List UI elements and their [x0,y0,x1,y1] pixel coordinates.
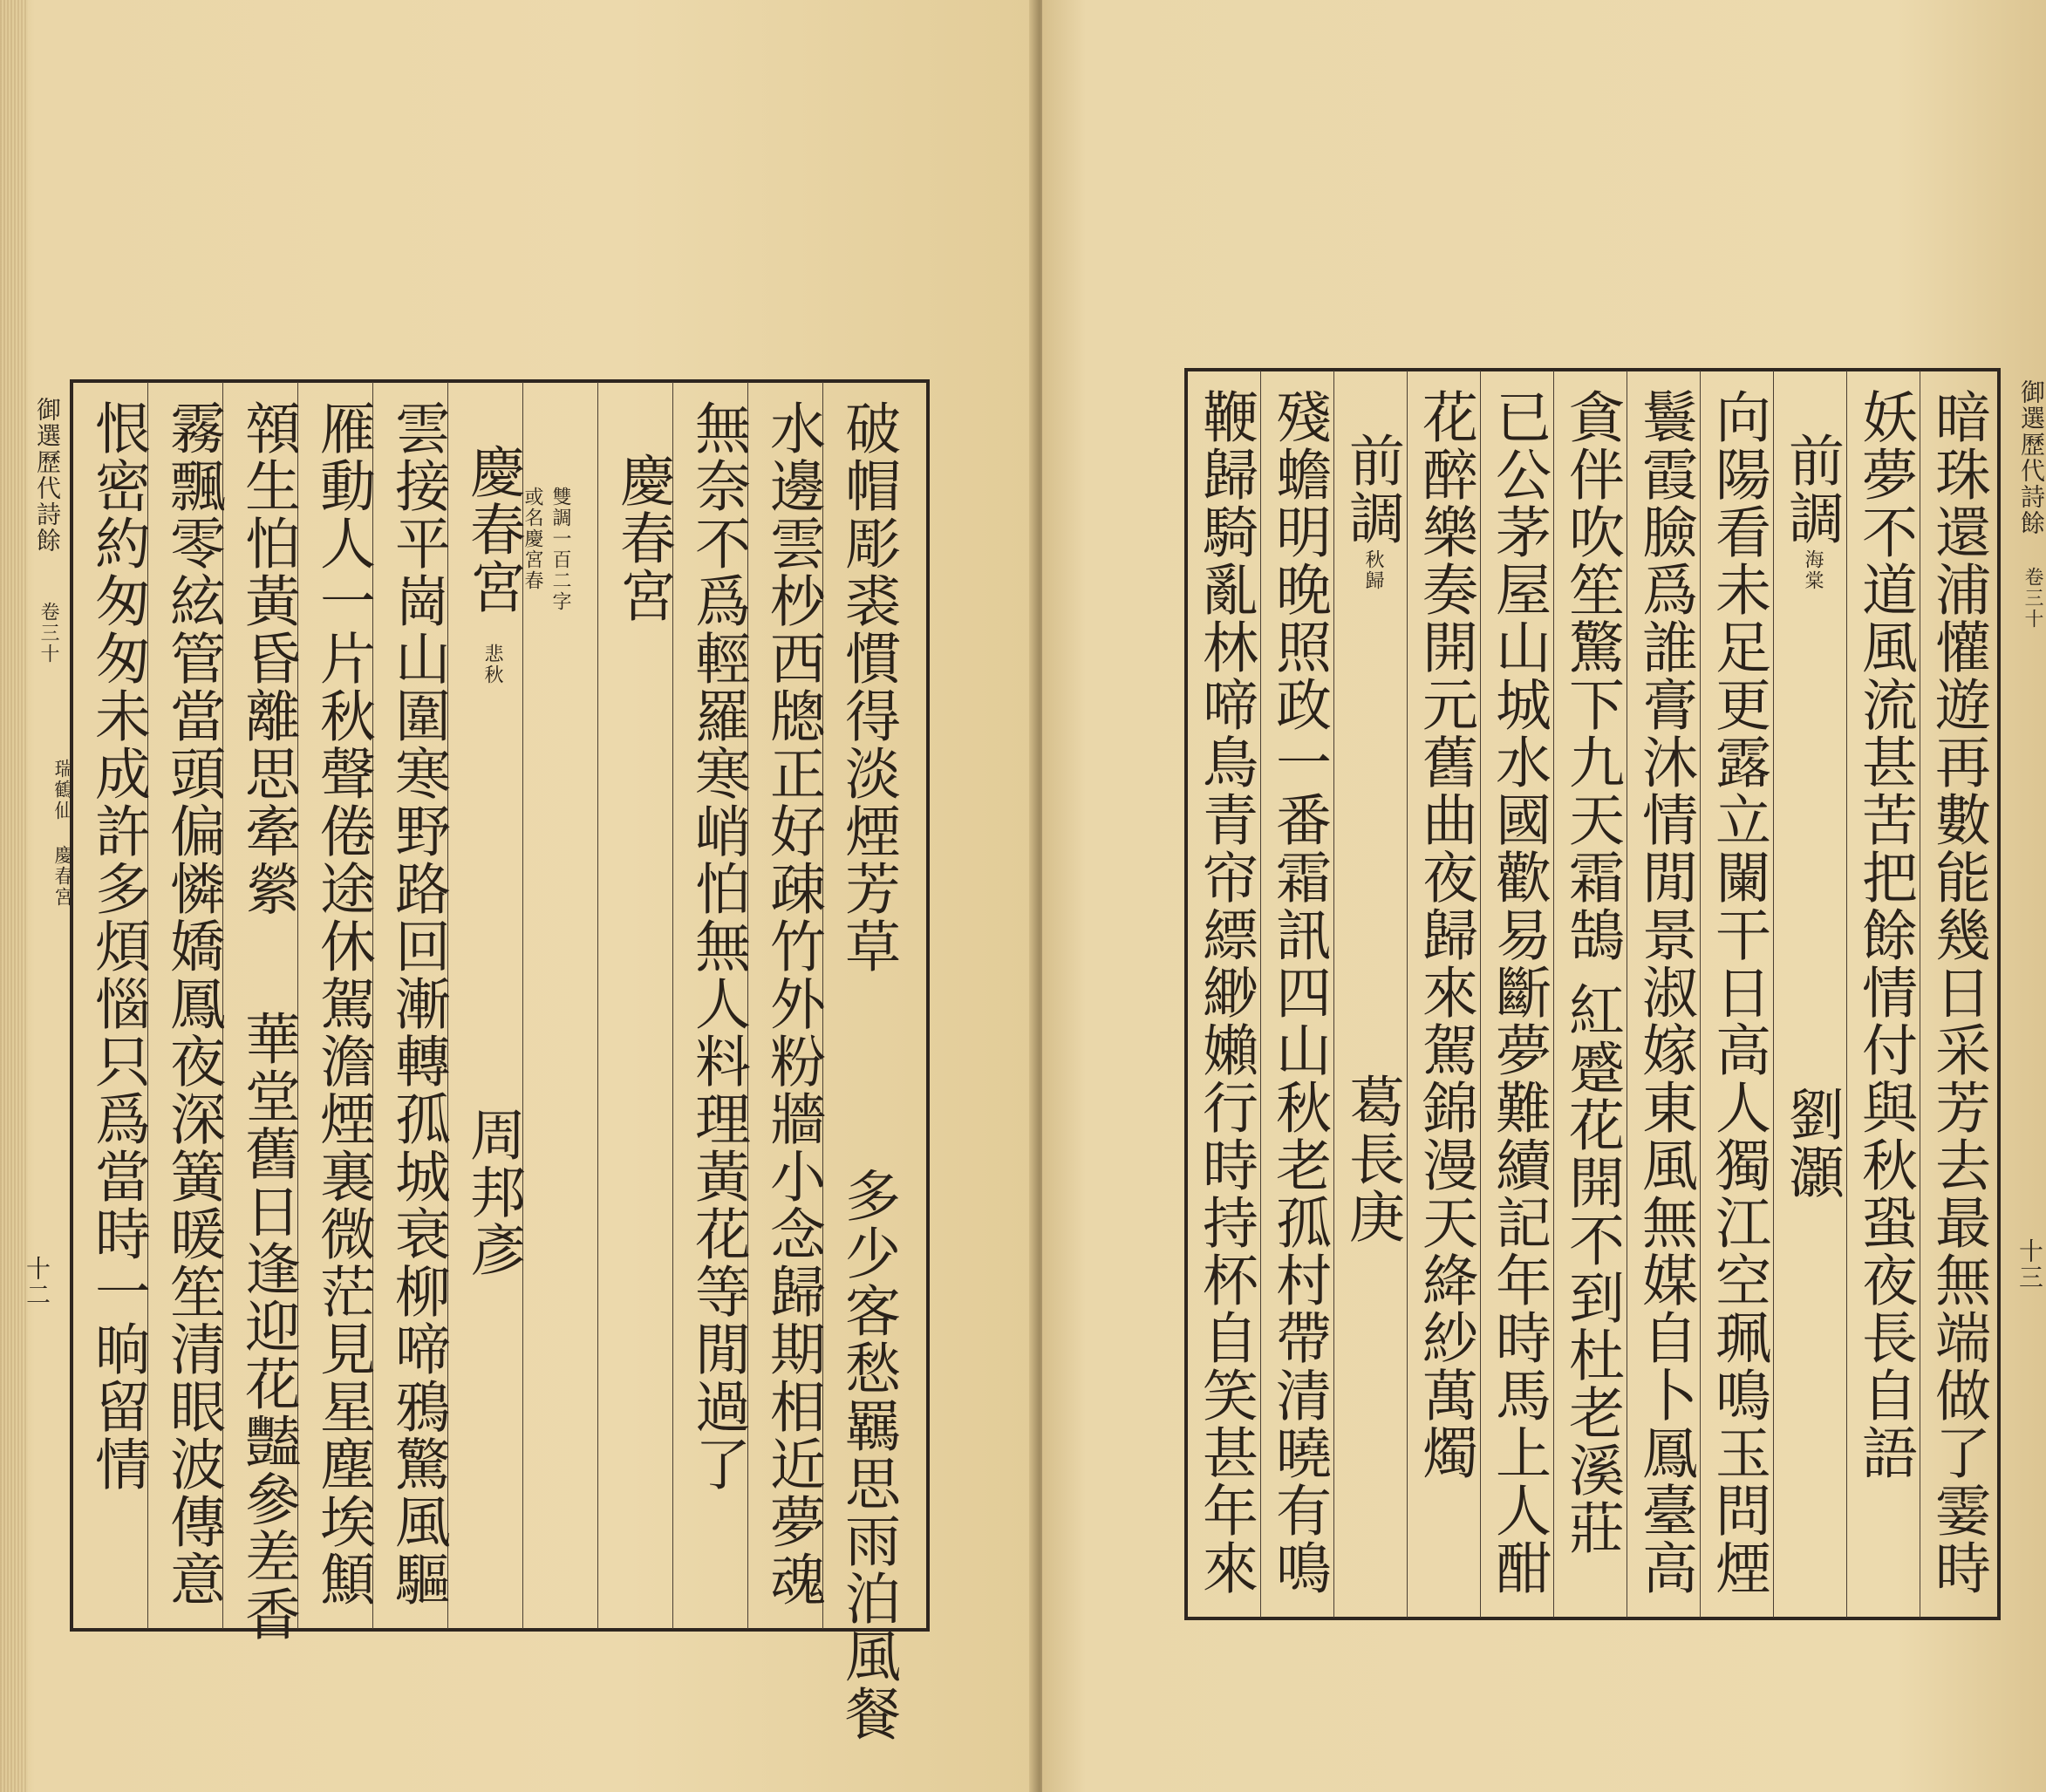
poem-title: 慶春宮 [460,443,525,616]
text-column-6-bottom: 紅蹙花開不到杜老溪莊 [1559,981,1624,1557]
column-rule [1260,371,1261,1618]
page-stack-edge [0,0,28,1792]
right-text-frame [1184,368,2001,1620]
tune-note-form: 雙調一百二字 [549,487,571,612]
text-column-1-bottom: 多少客愁羈思雨泊風餐 [835,1167,900,1742]
poem-subtitle-haitang: 海棠 [1802,549,1824,591]
column-rule [1480,371,1481,1618]
column-rule [1700,371,1701,1618]
text-column-3: 無奈不爲輕羅寒峭怕無人料理黃花等閒過了 [685,399,750,1493]
left-edge-title: 御選歷代詩餘 [33,397,62,554]
column-rule [1773,371,1774,1618]
poem-subtitle: 悲秋 [481,644,503,685]
poem-author-ge-changgeng: 葛長庚 [1340,1073,1404,1245]
text-column-10: 霧飄零絃管當頭偏憐嬌鳳夜深簧暖笙清眼波傳意 [160,399,225,1608]
text-column-2: 妖夢不道風流甚苦把餘情付與秋蛩夜長自語 [1852,388,1917,1482]
left-edge-tune-names: 瑞鶴仙 慶春宮 [51,759,73,908]
poem-subtitle-qiugui: 秋歸 [1362,549,1384,591]
column-rule [1407,371,1408,1618]
text-column-6-top: 貪伴吹笙驚下九天霜鵠 [1559,388,1624,964]
tune-note-alt-name: 或名慶宮春 [522,487,543,591]
text-column-4: 向陽看未足更露立闌干日高人獨江空珮鳴玉問煙 [1706,388,1770,1597]
text-column-5: 鬟霞臉爲誰膏沐情閒景淑嫁東風無媒自卜鳳臺高 [1633,388,1697,1597]
text-column-9-top: 顇生怕黃昏離思牽縈 [235,399,300,917]
text-column-1: 暗珠還浦懽遊再數能幾日采芳去最無端做了霎時 [1926,388,1990,1597]
text-column-8: 花醉樂奏開元舊曲夜歸來駕錦漫天絳紗萬燭 [1413,388,1477,1482]
column-rule [1333,371,1334,1618]
text-column-8: 雁動人一片秋聲倦途休駕澹煙裏微茫見星塵埃顦 [310,399,375,1608]
text-column-9-bottom: 華堂舊日逢迎花豔參差香 [235,1010,300,1643]
poem-author-liu-hao: 劉灝 [1779,1086,1844,1201]
text-column-2: 水邊雲杪西牕正好疎竹外粉牆小念歸期相近夢魂 [760,399,825,1608]
column-rule [597,382,598,1629]
text-column-7: 已公茅屋山城水國歡易斷夢難續記年時馬上人酣 [1486,388,1551,1597]
poem-title-qiandiao-2: 前調 [1340,432,1404,547]
text-column-10: 殘蟾明晚照政一番霜訊四山秋老孤村帶清曉有鳴 [1266,388,1331,1597]
tune-title-qingchungong: 慶春宮 [610,452,675,624]
poem-author: 周邦彥 [460,1106,525,1278]
text-column-7: 雲接平崗山圍寒野路回漸轉孤城衰柳啼鴉驚風驅 [385,399,450,1608]
right-edge-title: 御選歷代詩餘 [2017,379,2046,536]
left-text-frame [70,379,930,1742]
column-rule [1846,371,1847,1618]
text-column-1-top: 破帽彫裘慣得淡煙芳草 [835,399,900,975]
right-edge-page-number: 十三 [2015,1238,2044,1291]
right-edge-volume: 卷三十 [2022,567,2043,630]
text-column-11: 鞭歸騎亂林啼鳥青帘縹緲嬾行時持杯自笑甚年來 [1193,388,1258,1597]
text-column-11: 恨密約匆匆未成許多煩惱只爲當時一晌留情 [85,399,150,1493]
column-rule [1553,371,1554,1618]
poem-title-qiandiao-1: 前調 [1779,432,1844,547]
left-edge-page-number: 十二 [23,1256,51,1308]
left-edge-volume: 卷三十 [38,602,59,664]
